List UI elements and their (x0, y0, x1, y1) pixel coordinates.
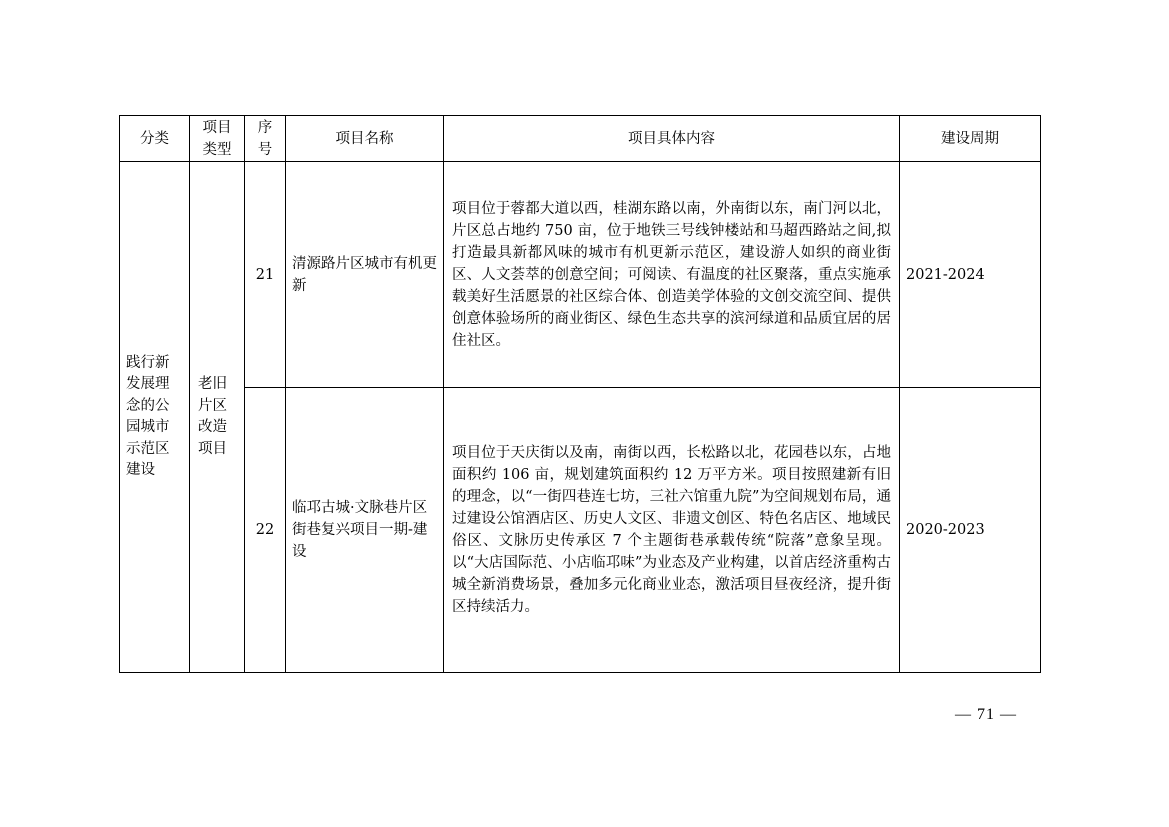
project-name-cell: 临邛古城·文脉巷片区街巷复兴项目一期-建设 (286, 388, 444, 673)
period-cell: 2021-2024 (900, 162, 1041, 388)
header-seq: 序号 (245, 116, 286, 162)
header-project-name: 项目名称 (286, 116, 444, 162)
header-category: 分类 (120, 116, 190, 162)
period-cell: 2020-2023 (900, 388, 1041, 673)
project-content-cell: 项目位于天庆街以及南，南街以西，长松路以北，花园巷以东，占地面积约 106 亩，规划建筑面积约 12 万平方米。项目按照建新有旧的理念，以“一街四巷连七坊，三社六馆重九院”为空间规划布局，通过建设公馆酒店区、历史人文区、非遗文创区、特色名店区、地域民俗区、文脉历史传承区 7 个主题街巷承载传统“院落”意象呈现。以“大店国际范、小店临邛味”为业态及产业构建，以首店经济重构古城全新消费场景，叠加多元化商业业态，激活项目昼夜经济，提升街区持续活力。 (444, 388, 900, 673)
header-project-type: 项目类型 (190, 116, 245, 162)
seq-cell: 22 (245, 388, 286, 673)
project-content-cell: 项目位于蓉都大道以西，桂湖东路以南，外南街以东，南门河以北，片区总占地约 750 亩，位于地铁三号线钟楼站和马超西路站之间,拟打造最具新都风味的城市有机更新示范区，建设游人如织的商业街区、人文荟萃的创意空间；可阅读、有温度的社区聚落，重点实施承载美好生活愿景的社区综合体、创造美学体验的文创交流空间、提供创意体验场所的商业街区、绿色生态共享的滨河绿道和品质宜居的居住社区。 (444, 162, 900, 388)
header-row (120, 116, 1041, 162)
header-project-content: 项目具体内容 (444, 116, 900, 162)
project-type-cell: 老旧片区改造项目 (190, 162, 245, 673)
project-table (119, 115, 1041, 673)
header-construction-period: 建设周期 (900, 116, 1041, 162)
category-cell: 践行新发展理念的公园城市示范区建设 (120, 162, 190, 673)
table-row (120, 162, 1041, 388)
page-number: — 71 — (955, 706, 1017, 723)
seq-cell: 21 (245, 162, 286, 388)
project-name-cell: 清源路片区城市有机更新 (286, 162, 444, 388)
table-row (120, 388, 1041, 673)
